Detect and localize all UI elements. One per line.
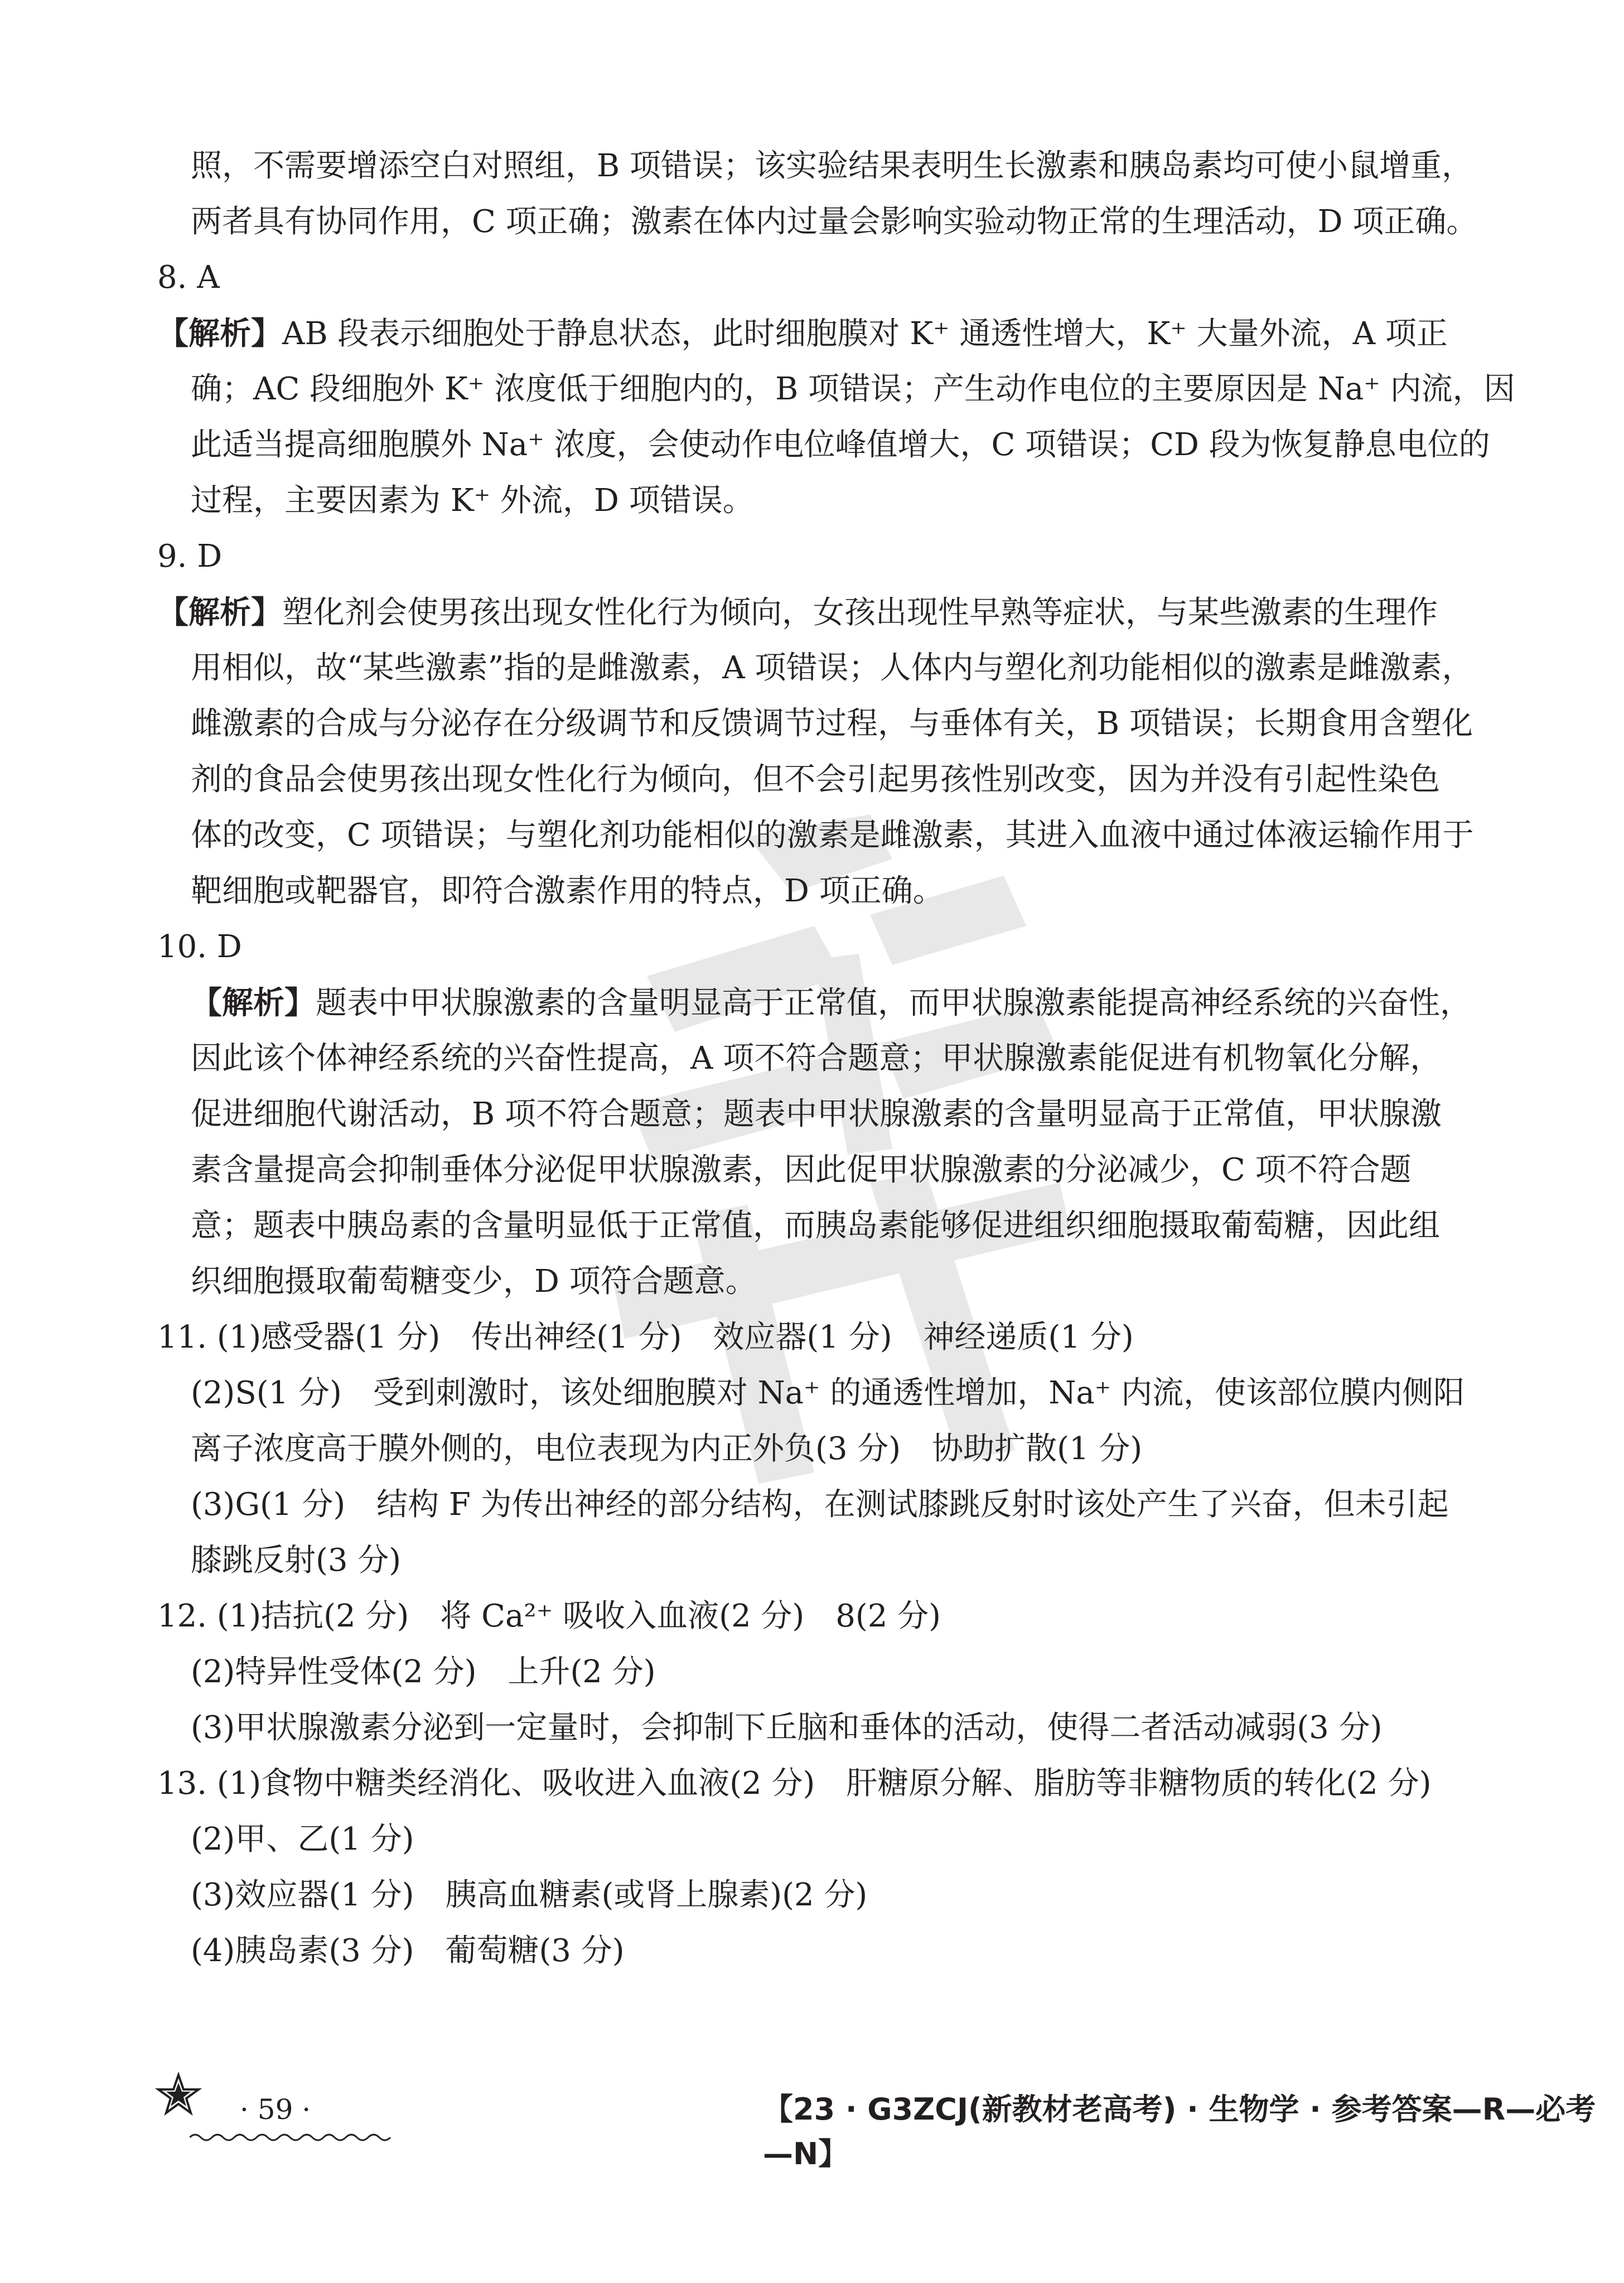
line-text: (3)甲状腺激素分泌到一定量时，会抑制下丘脑和垂体的活动，使得二者活动减弱(3 分) xyxy=(191,1710,1383,1746)
line-text: 素含量提高会抑制垂体分泌促甲状腺激素，因此促甲状腺激素的分泌减少，C 项不符合题 xyxy=(191,1152,1412,1188)
footer-title: 【23 · G3ZCJ(新教材老高考) · 生物学 · 参考答案—R—必考—N】 xyxy=(763,2092,1596,2171)
line-text: 9. D xyxy=(157,538,223,575)
text-line xyxy=(191,1700,1382,1756)
text-line xyxy=(157,529,222,585)
line-text: 12. (1)拮抗(2 分) 将 Ca²⁺ 吸收入血液(2 分) 8(2 分) xyxy=(157,1598,941,1634)
line-text: 意；题表中胰岛素的含量明显低于正常值，而胰岛素能够促进组织细胞摄取葡萄糖，因此组 xyxy=(191,1208,1440,1244)
line-text: 体的改变，C 项错误；与塑化剂功能相似的激素是雌激素，其进入血液中通过体液运输作用于 xyxy=(191,817,1474,853)
text-line xyxy=(191,1087,1442,1142)
line-text: 靶细胞或靶器官，即符合激素作用的特点，D 项正确。 xyxy=(191,873,944,909)
line-text: AB 段表示细胞处于静息状态，此时细胞膜对 K⁺ 通透性增大，K⁺ 大量外流，A 项正 xyxy=(282,316,1448,352)
line-text: 此适当提高细胞膜外 Na⁺ 浓度，会使动作电位峰值增大，C 项错误；CD 段为恢复静息电位的 xyxy=(191,427,1490,463)
text-line xyxy=(191,473,754,529)
text-line xyxy=(191,417,1490,473)
text-line xyxy=(191,863,944,919)
text-line xyxy=(191,975,1471,1031)
analysis-tag: 【解析】 xyxy=(157,315,282,352)
line-text: 膝跳反射(3 分) xyxy=(191,1542,402,1579)
text-line xyxy=(191,1142,1412,1198)
text-line xyxy=(191,361,1515,417)
text-line xyxy=(157,1589,941,1644)
text-line xyxy=(191,1254,757,1310)
line-text: 8. A xyxy=(157,259,220,296)
text-line xyxy=(191,1533,401,1589)
text-line xyxy=(191,1031,1441,1087)
line-text: (2)S(1 分) 受到刺激时，该处细胞膜对 Na⁺ 的通透性增加，Na⁺ 内流，使该部位膜内侧阳 xyxy=(191,1375,1465,1411)
line-text: 过程，主要因素为 K⁺ 外流，D 项错误。 xyxy=(191,482,754,519)
text-line xyxy=(157,919,242,975)
text-line xyxy=(157,1310,1134,1365)
analysis-tag: 【解析】 xyxy=(157,594,282,631)
line-text: 题表中甲状腺激素的含量明显高于正常值，而甲状腺激素能提高神经系统的兴奋性， xyxy=(316,985,1471,1021)
line-text: 离子浓度高于膜外侧的，电位表现为内正外负(3 分) 协助扩散(1 分) xyxy=(191,1431,1143,1467)
line-text: (4)胰岛素(3 分) 葡萄糖(3 分) xyxy=(191,1933,625,1969)
text-line xyxy=(191,640,1473,696)
text-line xyxy=(157,585,1438,641)
text-line xyxy=(191,1198,1440,1254)
text-line xyxy=(191,1812,414,1867)
line-text: (3)效应器(1 分) 胰高血糖素(或肾上腺素)(2 分) xyxy=(191,1877,868,1913)
text-line xyxy=(157,1756,1431,1812)
text-line xyxy=(191,1644,656,1700)
wave-decoration-icon xyxy=(190,2130,396,2145)
line-text: 11. (1)感受器(1 分) 传出神经(1 分) 效应器(1 分) 神经递质(1 分) xyxy=(157,1319,1134,1355)
text-line xyxy=(191,1923,625,1979)
line-text: 13. (1)食物中糖类经消化、吸收进入血液(2 分) 肝糖原分解、脂肪等非糖物质的转化(2 分) xyxy=(157,1765,1432,1802)
line-text: (3)G(1 分) 结构 F 为传出神经的部分结构，在测试膝跳反射时该处产生了兴奋，但未引起 xyxy=(191,1486,1449,1523)
text-line xyxy=(191,1421,1142,1477)
line-text: 促进细胞代谢活动，B 项不符合题意；题表中甲状腺激素的含量明显高于正常值，甲状腺激 xyxy=(191,1096,1442,1132)
text-line xyxy=(191,1365,1464,1421)
text-line xyxy=(191,1867,867,1923)
star-logo-icon xyxy=(155,2072,202,2118)
text-line xyxy=(157,250,220,306)
line-text: 织细胞摄取葡萄糖变少，D 项符合题意。 xyxy=(191,1263,757,1300)
text-line xyxy=(191,138,1473,194)
text-line xyxy=(191,696,1473,752)
line-text: 照，不需要增添空白对照组，B 项错误；该实验结果表明生长激素和胰岛素均可使小鼠增重， xyxy=(191,148,1473,184)
text-line xyxy=(191,1477,1449,1533)
line-text: 塑化剂会使男孩出现女性化行为倾向，女孩出现性早熟等症状，与某些激素的生理作 xyxy=(282,595,1438,631)
text-line xyxy=(191,752,1440,808)
line-text: 两者具有协同作用，C 项正确；激素在体内过量会影响实验动物正常的生理活动，D 项正确。 xyxy=(191,204,1478,240)
page-number: · 59 · xyxy=(240,2093,311,2126)
line-text: 10. D xyxy=(157,929,242,965)
line-text: (2)特异性受体(2 分) 上升(2 分) xyxy=(191,1654,656,1690)
line-text: 确；AC 段细胞外 K⁺ 浓度低于细胞内的，B 项错误；产生动作电位的主要原因是 Na⁺ 内流，因 xyxy=(191,371,1515,407)
text-line xyxy=(191,808,1474,863)
line-text: 因此该个体神经系统的兴奋性提高，A 项不符合题意；甲状腺激素能促进有机物氧化分解， xyxy=(191,1040,1442,1077)
text-line xyxy=(157,306,1448,362)
line-text: 剂的食品会使男孩出现女性化行为倾向，但不会引起男孩性别改变，因为并没有引起性染色 xyxy=(191,761,1440,798)
line-text: (2)甲、乙(1 分) xyxy=(191,1821,414,1857)
analysis-tag: 【解析】 xyxy=(191,984,316,1021)
line-text: 用相似，故“某些激素”指的是雌激素，A 项错误；人体内与塑化剂功能相似的激素是雌激素， xyxy=(191,650,1473,686)
text-line xyxy=(191,194,1477,250)
line-text: 雌激素的合成与分泌存在分级调节和反馈调节过程，与垂体有关，B 项错误；长期食用含塑化 xyxy=(191,706,1473,742)
